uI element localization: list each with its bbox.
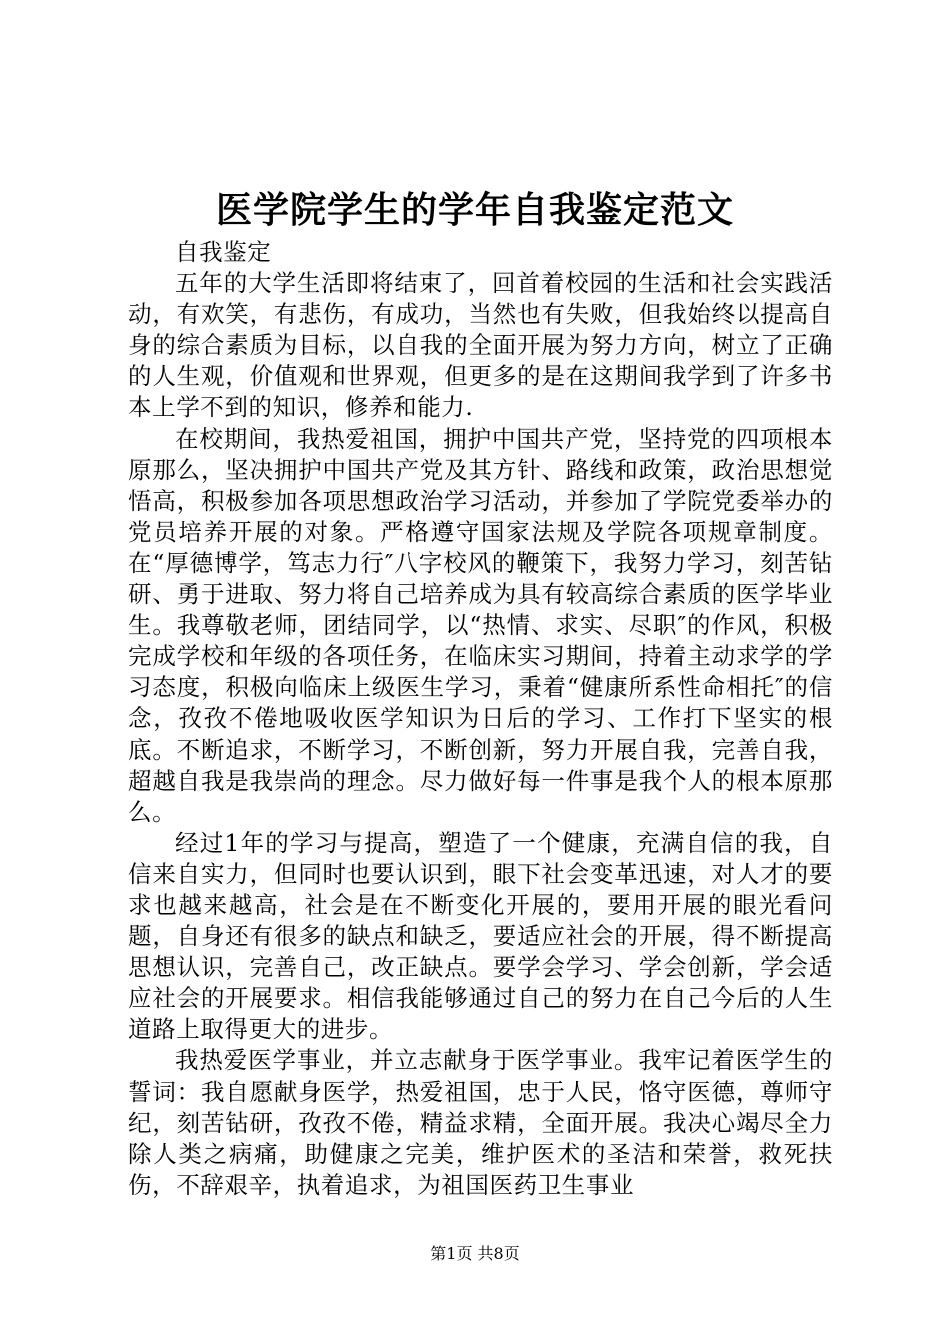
page-title: 医学院学生的学年自我鉴定范文: [215, 189, 734, 231]
page-number: 第1页 共8页: [430, 1244, 520, 1263]
section-heading: 自我鉴定: [175, 238, 272, 266]
paragraph: 我热爱医学事业，并立志献身于医学事业。我牢记着医学生的誓词：我自愿献身医学，热爱祖国，忠于人民，恪守医德，尊师守纪，刻苦钻研，孜孜不倦，精益求精，全面开展。我决心竭尽全力除人类之病痛，助健康之完美，维护医术的圣洁和荣誉，救死扶伤，不辞艰辛，执着追求，为祖国医药卫生事业: [128, 1046, 833, 1199]
document-body: [128, 237, 833, 1201]
paragraph: 在校期间，我热爱祖国，拥护中国共产党，坚持党的四项根本原那么，坚决拥护中国共产党及其方针、路线和政策，政治思想觉悟高，积极参加各项思想政治学习活动，并参加了学院党委举办的党员培养开展的对象。严格遵守国家法规及学院各项规章制度。在“厚德博学，笃志力行″八字校风的鞭策下，我努力学习，刻苦钻研、勇于进取、努力将自己培养成为具有较高综合素质的医学毕业生。我尊敬老师，团结同学，以“热情、求实、尽职″的作风，积极完成学校和年级的各项任务，在临床实习期间，持着主动求学的学习态度，积极向临床上级医生学习，秉着“健康所系性命相托″的信念，孜孜不倦地吸收医学知识为日后的学习、工作打下坚实的根底。不断追求，不断学习，不断创新，努力开展自我，完善自我，超越自我是我崇尚的理念。尽力做好每一件事是我个人的根本原那么。: [128, 424, 833, 826]
paragraph: 经过1年的学习与提高，塑造了一个健康，充满自信的我，自信来自实力，但同时也要认识到，眼下社会变革迅速，对人才的要求也越来越高，社会是在不断变化开展的，要用开展的眼光看问题，自身还有很多的缺点和缺乏，要适应社会的开展，得不断提高思想认识，完善自己，改正缺点。要学会学习、学会创新，学会适应社会的开展要求。相信我能够通过自己的努力在自己今后的人生道路上取得更大的进步。: [128, 828, 833, 1044]
paragraph: 五年的大学生活即将结束了，回首着校园的生活和社会实践活动，有欢笑，有悲伤，有成功，当然也有失败，但我始终以提高自身的综合素质为目标，以自我的全面开展为努力方向，树立了正确的人生观，价值观和世界观，但更多的是在这期间我学到了许多书本上学不到的知识，修养和能力.: [128, 269, 833, 422]
